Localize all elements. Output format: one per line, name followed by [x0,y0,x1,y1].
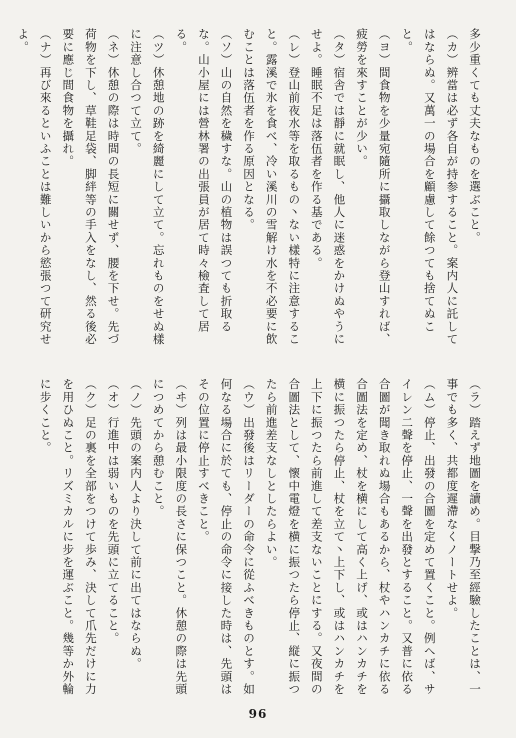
page-number: 96 [248,707,268,721]
upper-text-block: 多少重くても丈夫なものを選ぶこと。 （カ）辨當は必ず各自が持参すること。案内人に託してはならぬ。又萬一の場合を顧慮して餘つても捨てぬこと。 （ヨ）間食物を少量宛隨所に攝取しながら登山すれば、疲勞を來すことが少い。 （タ）宿舎では靜に就眠し、他人に迷惑をかけぬやうにせよ。睡眠不足は落伍者を作る基である。 （レ）登山前夜水等を取るもの丶ない樣特に注意すること。露溪で氷を食べ、冷い溪川の雪解け水を不必要に飲むことは落伍者を作る原因となる。 （ソ）山の自然を穢すな。山の植物は誤つても折取るな。山小屋には營林署の出張員が居て時々檢査して居る。 （ツ）休憩地の跡を綺麗にして立て。忘れものをせぬ樣に注意し合つて立て。 （ネ）休憩の際は時間の長短に關せず、腰を下せ。先づ荷物を下し、草鞋足袋、脚絆等の手入をなし、然る後必要に應じ間食物を攝れ。 （ナ）再び來るといふことは難しいから慾張つて研究せよ。 [16,28,482,346]
lower-text-block: （ラ）踏えず地圖を讀め。目撃乃至經驗したことは、一事でも多く、共都度遲滯なくノートせよ。 （ム）停止、出發の合圖を定めて置くこと。例へば、サイレン二聲を停止、一聲を出發とすること。又普に依る合圖が聞き取れぬ場合もあるから、杖やハンカチに依る合圖法を定め、杖を横にして高く上げ、或はハンカチを横に振つたら停止、杖を立て丶上下し、或はハンカチを上下に振つたら前進して差支ないことにする。又夜間の合圖法として、懷中電燈を横に振つたら停止、縦に振つたら前進差支なしとしたらよい。 （ウ）出發後はリーダーの命令に從ふべきものとす。如何なる場合に於ても、停止の命令に接した時は、先頭はその位置に停止すべきこと。 （ヰ）列は最小限度の長さに保つこと。休憩の際は先頭につめてから憩むこと。 （ノ）先頭の案内人より決して前に出てはならぬ。 （オ）行進中は弱いものを先頭に立てること。 （ク）足の裏を全部をつけて歩み、決して爪先だけに力を用ひぬこと。リズミカルに步を運ぶこと。幾等か外輪に步くこと。 [38,378,482,696]
